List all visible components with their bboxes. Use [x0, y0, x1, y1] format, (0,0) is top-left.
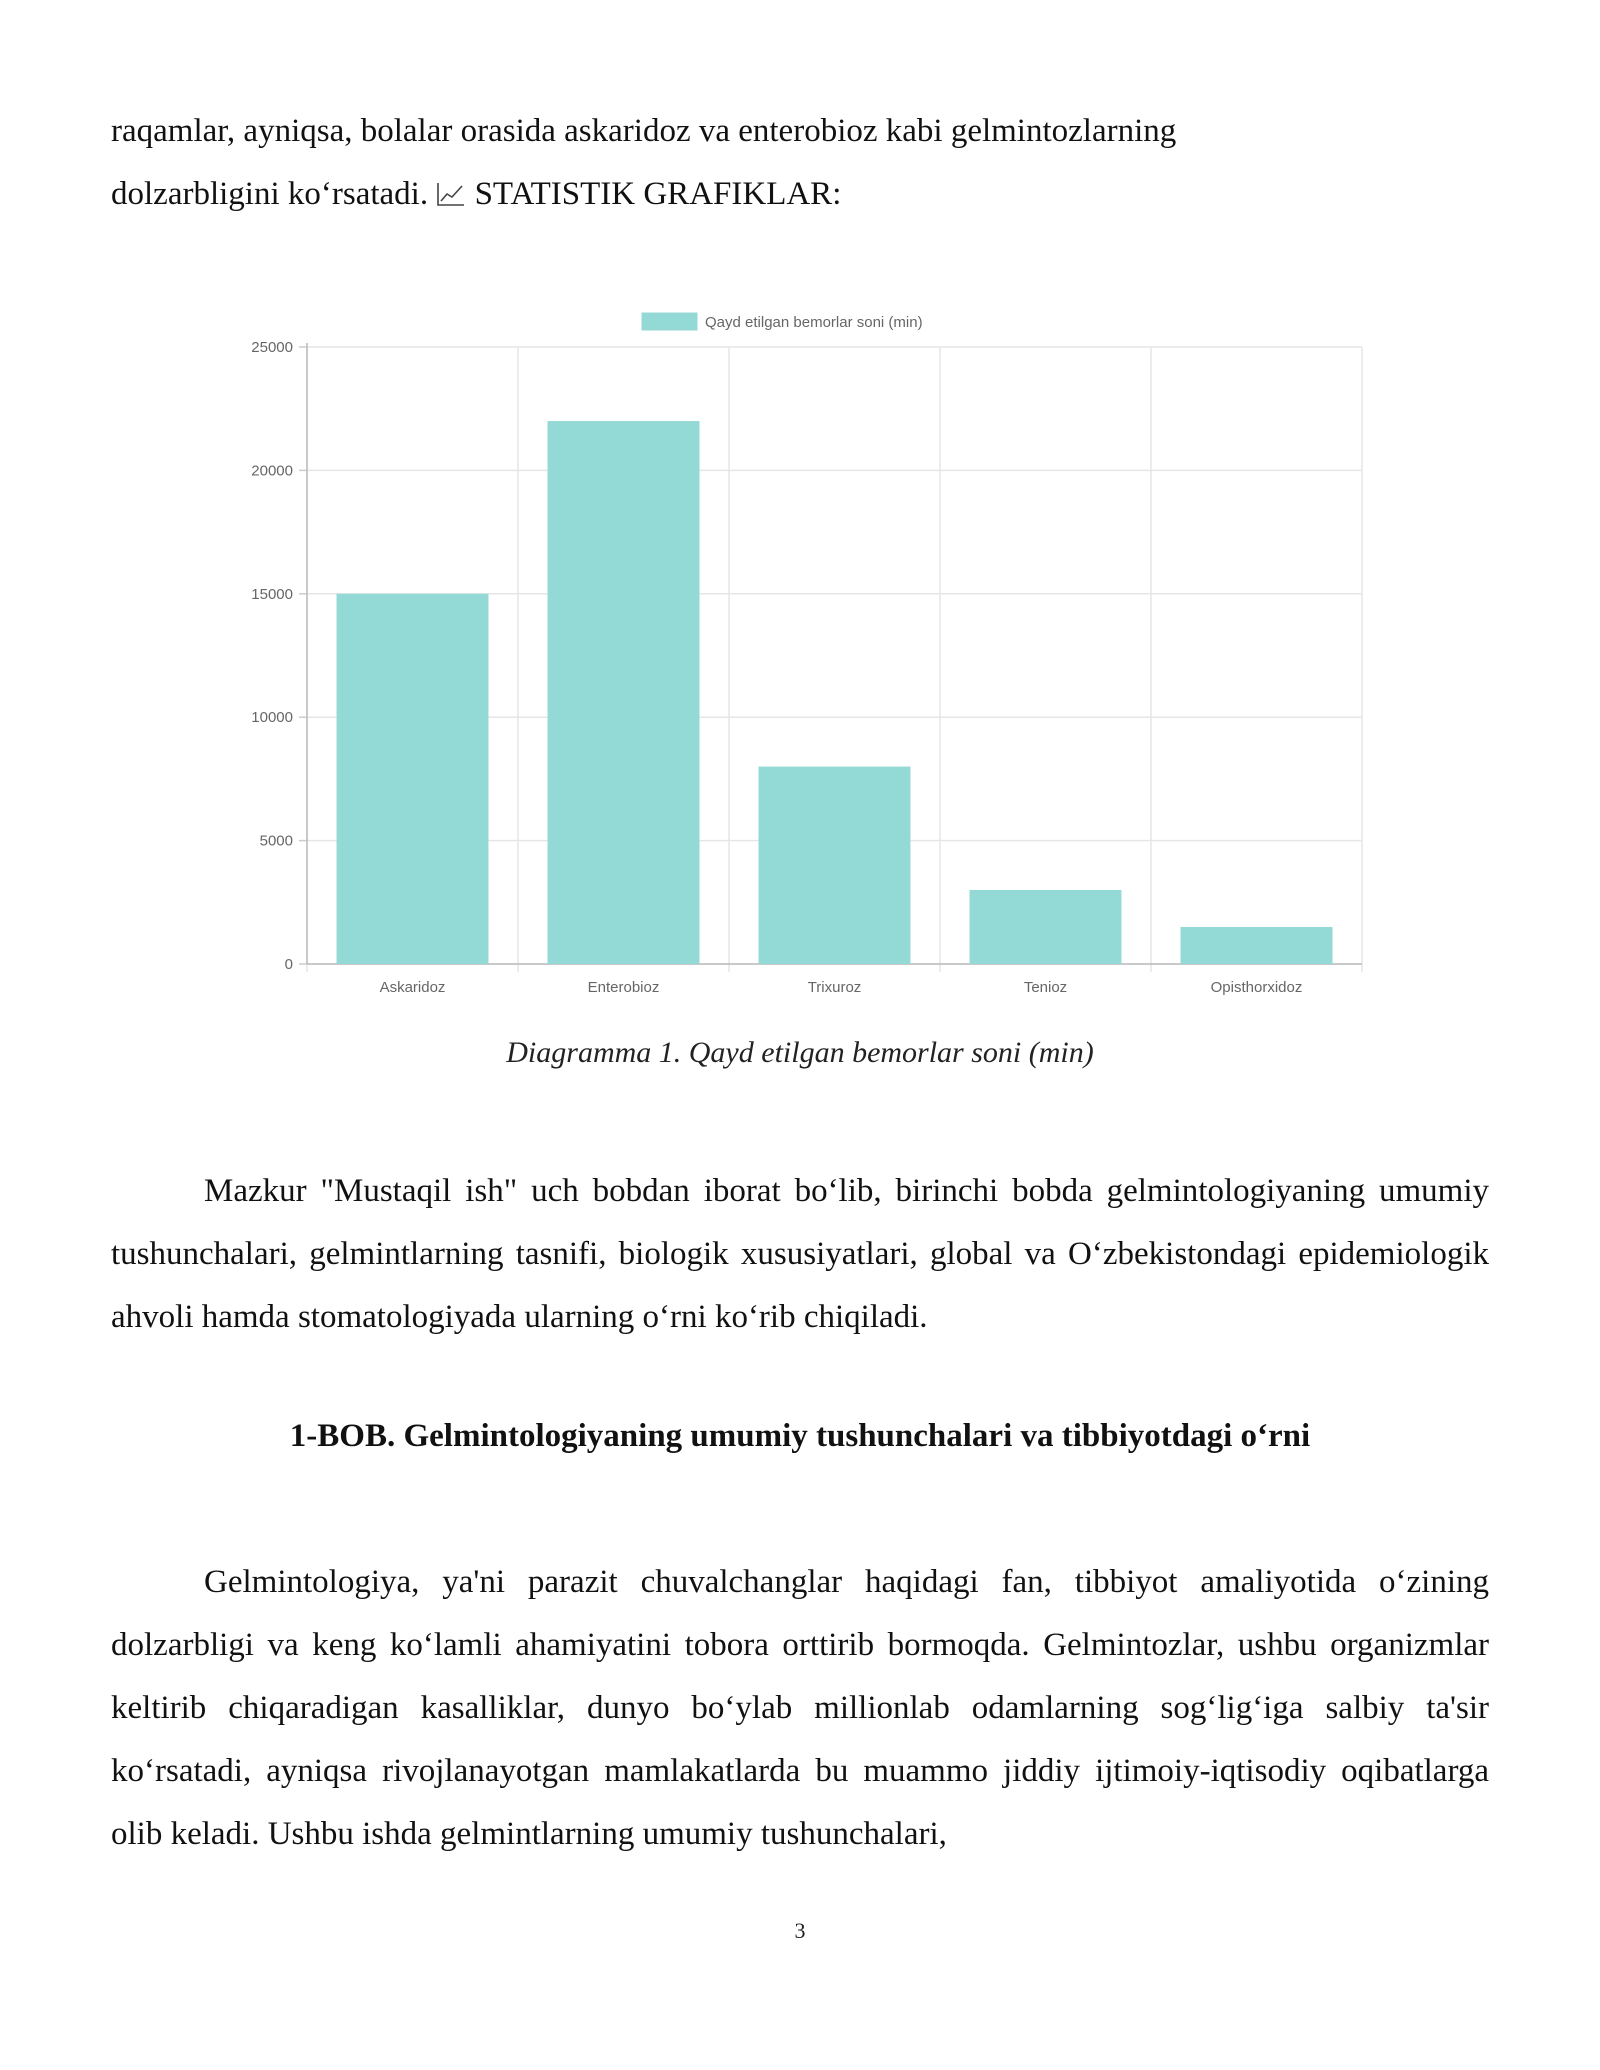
- chart-legend: [642, 313, 923, 331]
- y-tick-label: 10000: [251, 709, 293, 727]
- bar-opisthorxidoz: [1181, 927, 1333, 964]
- section-label: STATISTIK GRAFIKLAR:: [474, 176, 842, 212]
- x-tick-label: Opisthorxidoz: [1210, 979, 1303, 996]
- intro-line-1: raqamlar, ayniqsa, bolalar orasida askaridoz va enterobioz kabi gelmintozlarning: [111, 113, 1177, 149]
- figure-caption: Diagramma 1. Qayd etilgan bemorlar soni (min): [506, 1036, 1094, 1069]
- x-tick-label: Trixuroz: [807, 979, 862, 996]
- bar-tenioz: [970, 890, 1122, 964]
- bar-trixuroz: [759, 767, 911, 964]
- y-tick-label: 15000: [251, 585, 293, 603]
- paragraph-gelmintologiya: Gelmintologiya, ya'ni parazit chuvalchanglar haqidagi fan, tibbiyot amaliyotida o‘zining dolzarbligi va keng ko‘lamli ahamiyatini tobora orttirib bormoqda. Gelmintozlar, ushbu organizmlar keltirib chiqaradigan kasalliklar, dunyo bo‘ylab millionlab odamlarning sog‘lig‘iga salbiy ta'sir ko‘rsatadi, ayniqsa rivojlanayotgan mamlakatlarda bu muammo jiddiy ijtimoiy-iqtisodiy oqibatlarga olib keladi. Ushbu ishda gelmintlarning umumiy tushunchalari,: [111, 1564, 1489, 1852]
- y-tick-label: 0: [284, 956, 293, 973]
- bar-askaridoz: [337, 594, 489, 964]
- chapter-heading: 1-BOB. Gelmintologiyaning umumiy tushunchalari va tibbiyotdagi o‘rni: [289, 1418, 1311, 1454]
- x-tick-label: Enterobioz: [587, 979, 660, 996]
- x-tick-label: Tenioz: [1023, 979, 1068, 996]
- y-tick-label: 20000: [251, 462, 293, 480]
- x-tick-label: Askaridoz: [379, 979, 446, 996]
- bar-enterobioz: [548, 421, 700, 964]
- y-tick-label: 5000: [259, 832, 293, 850]
- legend-swatch: [642, 313, 697, 330]
- bar-chart: [0, 0, 1600, 1020]
- intro-line-2: dolzarbligini ko‘rsatadi.: [111, 176, 429, 212]
- page-number: 3: [794, 1918, 806, 1943]
- legend-label: Qayd etilgan bemorlar soni (min): [705, 314, 923, 331]
- chart-bars: [337, 421, 1333, 964]
- y-tick-label: 25000: [251, 339, 293, 356]
- paragraph-intro-chapters: Mazkur "Mustaqil ish" uch bobdan iborat bo‘lib, birinchi bobda gelmintologiyaning umumiy tushunchalari, gelmintlarning tasnifi, biologik xususiyatlari, global va O‘zbekistondagi epidemiologik ahvoli hamda stomatologiyada ularning o‘rni ko‘rib chiqiladi.: [111, 1173, 1489, 1335]
